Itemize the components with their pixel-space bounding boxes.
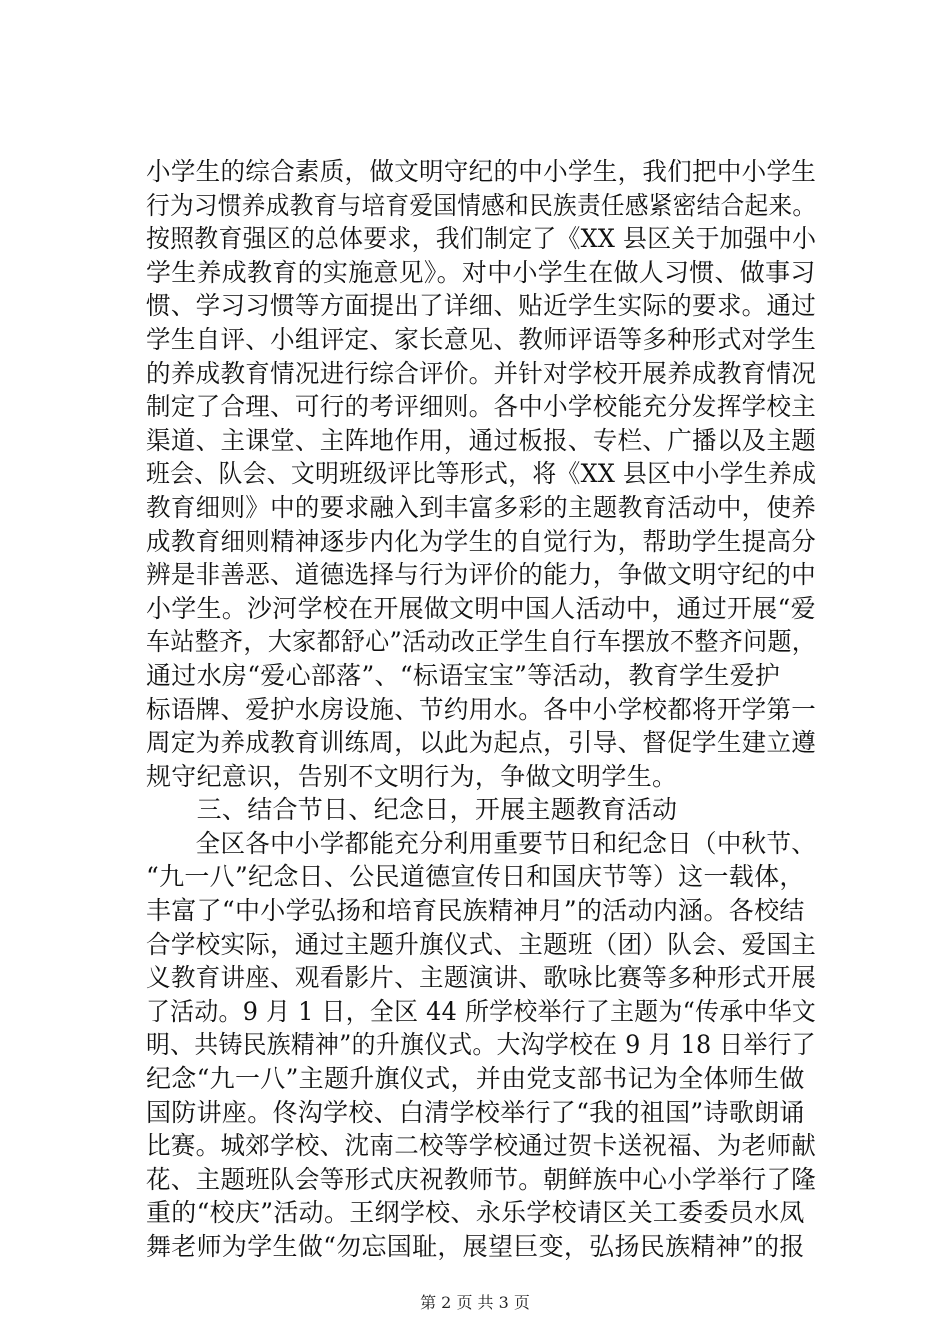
page-footer: 第 2 页 共 3 页	[420, 1293, 530, 1312]
text-line: 花、主题班队会等形式庆祝教师节。朝鲜族中心小学举行了隆	[146, 1164, 817, 1194]
text-line: “九一八”纪念日、公民道德宣传日和国庆节等）这一载体，	[146, 862, 805, 892]
text-line: 渠道、主课堂、主阵地作用，通过板报、专栏、广播以及主题	[146, 425, 817, 455]
text-line: 国防讲座。佟沟学校、白清学校举行了“我的祖国”诗歌朗诵	[146, 1097, 805, 1127]
text-line: 合学校实际，通过主题升旗仪式、主题班（团）队会、爱国主	[146, 929, 817, 959]
document-body	[146, 155, 816, 1264]
text-line: 重的“校庆”活动。王纲学校、永乐学校请区关工委委员水凤	[146, 1198, 805, 1228]
text-line: 比赛。城郊学校、沈南二校等学校通过贺卡送祝福、为老师献	[146, 1131, 817, 1161]
text-line: 小学生。沙河学校在开展做文明中国人活动中，通过开展“爱	[146, 593, 816, 623]
text-line: 成教育细则精神逐步内化为学生的自觉行为，帮助学生提高分	[146, 526, 817, 556]
text-line: 周定为养成教育训练周，以此为起点，引导、督促学生建立遵	[146, 728, 817, 758]
text-line: 学生养成教育的实施意见》。对中小学生在做人习惯、做事习	[146, 257, 816, 287]
text-line: 了活动。9 月 1 日，全区 44 所学校举行了主题为“传承中华文	[146, 996, 817, 1026]
text-line: 规守纪意识，告别不文明行为，争做文明学生。	[146, 761, 678, 791]
text-line: 学生自评、小组评定、家长意见、教师评语等多种形式对学生	[146, 324, 817, 354]
text-line: 三、结合节日、纪念日，开展主题教育活动	[146, 795, 678, 825]
text-line: 义教育讲座、观看影片、主题演讲、歌咏比赛等多种形式开展	[146, 963, 817, 993]
text-line: 惯、学习习惯等方面提出了详细、贴近学生实际的要求。通过	[146, 291, 817, 321]
text-line: 教育细则》中的要求融入到丰富多彩的主题教育活动中，使养	[146, 492, 817, 522]
text-line: 制定了合理、可行的考评细则。各中小学校能充分发挥学校主	[146, 392, 817, 422]
text-line: 丰富了“中小学弘扬和培育民族精神月”的活动内涵。各校结	[146, 896, 805, 926]
text-line: 小学生的综合素质，做文明守纪的中小学生，我们把中小学生	[146, 157, 817, 186]
text-line: 辨是非善恶、道德选择与行为评价的能力，争做文明守纪的中	[146, 560, 817, 590]
text-line: 通过水房“爱心部落”、“标语宝宝”等活动，教育学生爱护	[146, 660, 781, 690]
text-line: 标语牌、爱护水房设施、节约用水。各中小学校都将开学第一	[146, 694, 817, 724]
text-line: 明、共铸民族精神”的升旗仪式。大沟学校在 9 月 18 日举行了	[146, 1030, 816, 1060]
text-line: 行为习惯养成教育与培育爱国情感和民族责任感紧密结合起来。	[146, 190, 817, 220]
text-line: 车站整齐，大家都舒心”活动改正学生自行车摆放不整齐问题，	[146, 627, 817, 657]
text-line: 舞老师为学生做“勿忘国耻，展望巨变，弘扬民族精神”的报	[146, 1232, 805, 1261]
text-line: 的养成教育情况进行综合评价。并针对学校开展养成教育情况	[146, 358, 817, 388]
text-line: 班会、队会、文明班级评比等形式，将《XX 县区中小学生养成	[146, 459, 817, 489]
text-line: 全区各中小学都能充分利用重要节日和纪念日（中秋节、	[146, 828, 817, 858]
text-line: 纪念“九一八”主题升旗仪式，并由党支部书记为全体师生做	[146, 1064, 805, 1094]
text-line: 按照教育强区的总体要求，我们制定了《XX 县区关于加强中小	[146, 224, 817, 254]
